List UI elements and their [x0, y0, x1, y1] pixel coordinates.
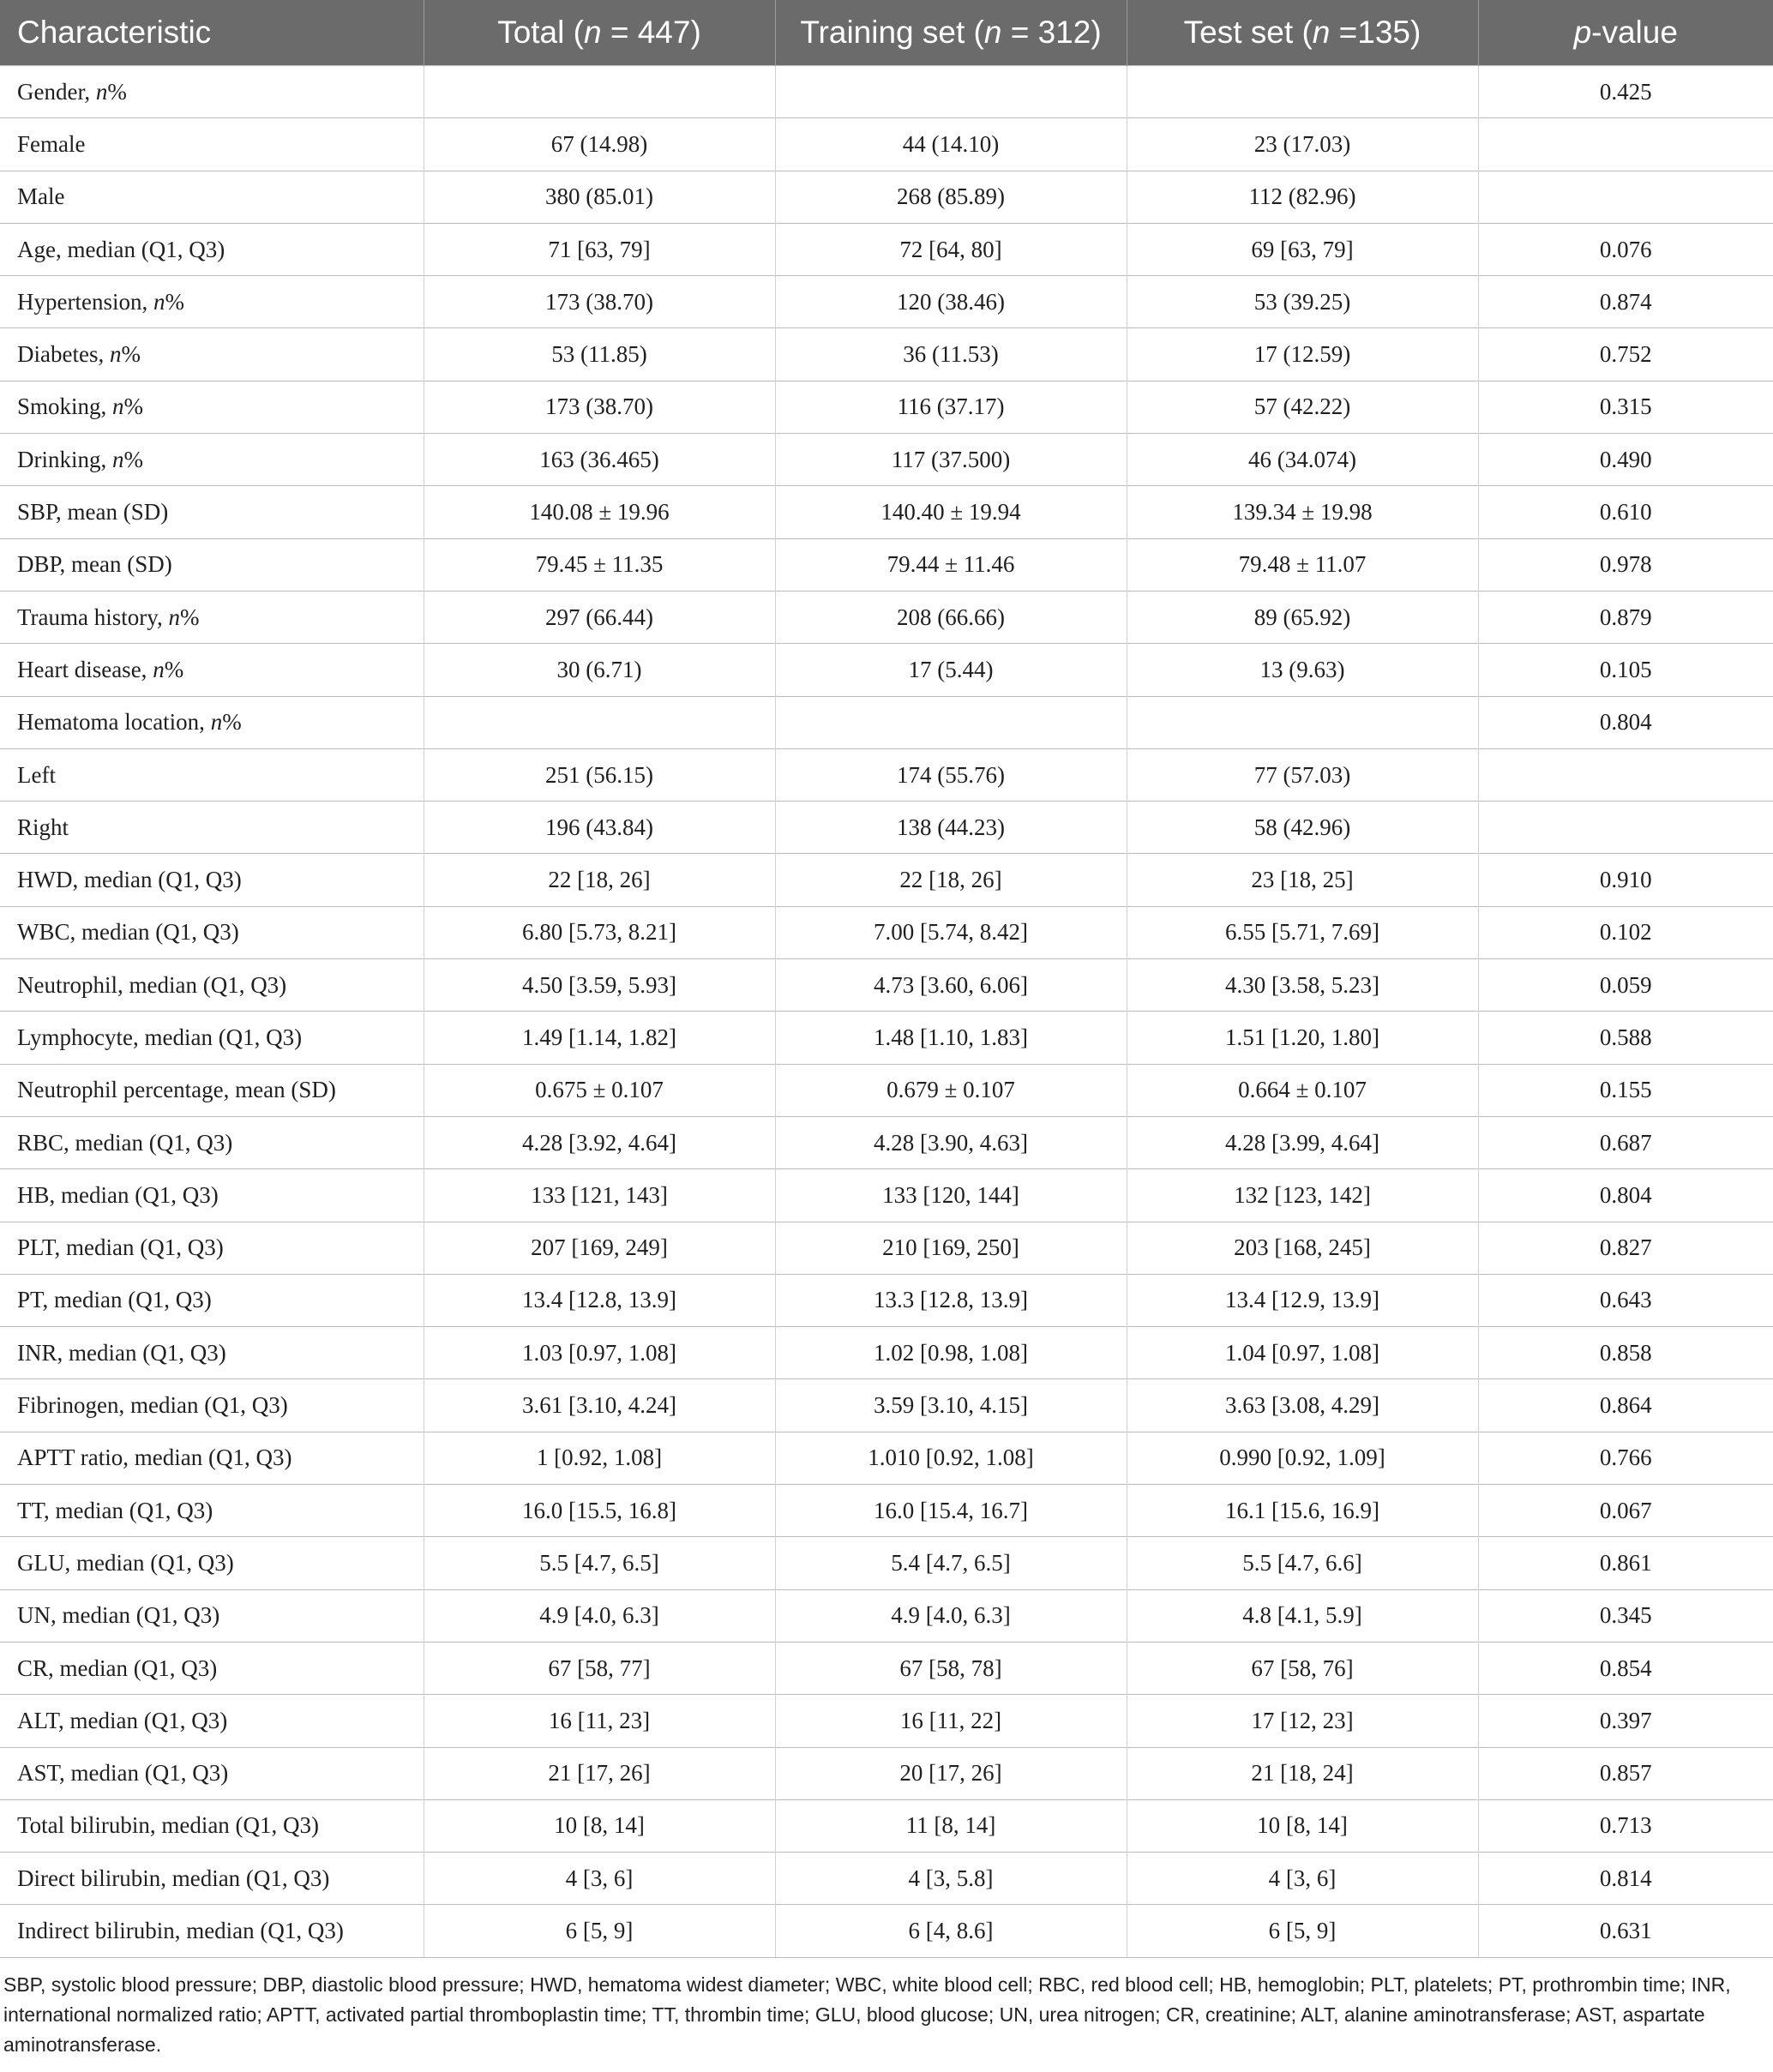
test-set-cell: 4.8 [4.1, 5.9]: [1127, 1589, 1478, 1642]
training-set-cell: 6 [4, 8.6]: [775, 1905, 1127, 1957]
test-set-cell: 21 [18, 24]: [1127, 1747, 1478, 1799]
characteristic-cell: Heart disease, n%: [0, 644, 424, 696]
test-set-cell: 67 [58, 76]: [1127, 1642, 1478, 1694]
characteristic-cell: APTT ratio, median (Q1, Q3): [0, 1432, 424, 1484]
training-set-cell: 16 [11, 22]: [775, 1695, 1127, 1747]
test-set-cell: 6.55 [5.71, 7.69]: [1127, 906, 1478, 958]
header-characteristic: Characteristic: [0, 0, 424, 66]
p-value-cell: [1478, 118, 1773, 171]
table-row: [0, 959, 1773, 1012]
test-set-cell: 0.664 ± 0.107: [1127, 1064, 1478, 1116]
training-set-cell: 208 (66.66): [775, 591, 1127, 643]
table-row: [0, 1799, 1773, 1852]
characteristic-cell: Total bilirubin, median (Q1, Q3): [0, 1799, 424, 1852]
test-set-cell: [1127, 696, 1478, 748]
table-row: [0, 1222, 1773, 1274]
test-set-cell: 17 [12, 23]: [1127, 1695, 1478, 1747]
characteristic-cell: Indirect bilirubin, median (Q1, Q3): [0, 1905, 424, 1957]
total-cell: [424, 696, 775, 748]
total-cell: 133 [121, 143]: [424, 1169, 775, 1222]
p-value-cell: 0.827: [1478, 1222, 1773, 1274]
p-value-cell: 0.687: [1478, 1116, 1773, 1168]
characteristic-cell: Neutrophil, median (Q1, Q3): [0, 959, 424, 1012]
total-cell: 140.08 ± 19.96: [424, 486, 775, 538]
training-set-cell: 117 (37.500): [775, 434, 1127, 486]
table-row: [0, 696, 1773, 748]
total-cell: 173 (38.70): [424, 381, 775, 433]
training-set-cell: 210 [169, 250]: [775, 1222, 1127, 1274]
characteristic-cell: Drinking, n%: [0, 434, 424, 486]
characteristic-cell: PT, median (Q1, Q3): [0, 1274, 424, 1326]
p-value-cell: 0.804: [1478, 1169, 1773, 1222]
table-row: [0, 802, 1773, 854]
training-set-cell: 4.9 [4.0, 6.3]: [775, 1589, 1127, 1642]
table-row: [0, 1327, 1773, 1379]
characteristic-cell: Hematoma location, n%: [0, 696, 424, 748]
table-row: [0, 1012, 1773, 1064]
characteristic-cell: RBC, median (Q1, Q3): [0, 1116, 424, 1168]
test-set-cell: 17 (12.59): [1127, 328, 1478, 381]
characteristic-cell: Trauma history, n%: [0, 591, 424, 643]
test-set-cell: 57 (42.22): [1127, 381, 1478, 433]
test-set-cell: 112 (82.96): [1127, 171, 1478, 223]
test-set-cell: 89 (65.92): [1127, 591, 1478, 643]
total-cell: 30 (6.71): [424, 644, 775, 696]
total-cell: 1.03 [0.97, 1.08]: [424, 1327, 775, 1379]
test-set-cell: 5.5 [4.7, 6.6]: [1127, 1537, 1478, 1589]
table-row: [0, 171, 1773, 223]
p-value-cell: 0.315: [1478, 381, 1773, 433]
total-cell: 10 [8, 14]: [424, 1799, 775, 1852]
characteristic-cell: Hypertension, n%: [0, 276, 424, 328]
total-cell: 1 [0.92, 1.08]: [424, 1432, 775, 1484]
test-set-cell: 16.1 [15.6, 16.9]: [1127, 1485, 1478, 1537]
p-value-cell: 0.978: [1478, 538, 1773, 591]
total-cell: 67 (14.98): [424, 118, 775, 171]
test-set-cell: 203 [168, 245]: [1127, 1222, 1478, 1274]
test-set-cell: 1.04 [0.97, 1.08]: [1127, 1327, 1478, 1379]
table-row: [0, 1905, 1773, 1957]
p-value-cell: 0.814: [1478, 1853, 1773, 1905]
total-cell: 163 (36.465): [424, 434, 775, 486]
table-row: [0, 1274, 1773, 1326]
p-value-cell: 0.857: [1478, 1747, 1773, 1799]
characteristic-cell: Direct bilirubin, median (Q1, Q3): [0, 1853, 424, 1905]
training-set-cell: 7.00 [5.74, 8.42]: [775, 906, 1127, 958]
table-row: [0, 66, 1773, 118]
training-set-cell: 36 (11.53): [775, 328, 1127, 381]
table-footnote: SBP, systolic blood pressure; DBP, diastolic blood pressure; HWD, hematoma widest diameter; WBC, white blood cell; RBC, red blood cell; HB, hemoglobin; PLT, platelets; PT, prothrombin time; INR, international normalized ratio; APTT, activated partial thromboplastin time; TT, thrombin time; GLU, blood glucose; UN, urea nitrogen; CR, creatinine; ALT, alanine aminotransferase; AST, aspartate aminotransferase.: [3, 1973, 1731, 2056]
table-row: [0, 381, 1773, 433]
training-set-cell: 0.679 ± 0.107: [775, 1064, 1127, 1116]
total-cell: 53 (11.85): [424, 328, 775, 381]
total-cell: 297 (66.44): [424, 591, 775, 643]
total-cell: 6.80 [5.73, 8.21]: [424, 906, 775, 958]
p-value-cell: 0.610: [1478, 486, 1773, 538]
training-set-cell: 4.73 [3.60, 6.06]: [775, 959, 1127, 1012]
p-value-cell: 0.631: [1478, 1905, 1773, 1957]
characteristic-cell: UN, median (Q1, Q3): [0, 1589, 424, 1642]
test-set-cell: 13.4 [12.9, 13.9]: [1127, 1274, 1478, 1326]
table-row: [0, 906, 1773, 958]
table-row: [0, 1853, 1773, 1905]
table-row: [0, 1116, 1773, 1168]
total-cell: 196 (43.84): [424, 802, 775, 854]
training-set-cell: 17 (5.44): [775, 644, 1127, 696]
training-set-cell: 138 (44.23): [775, 802, 1127, 854]
table-row: [0, 1642, 1773, 1694]
training-set-cell: [775, 66, 1127, 118]
training-set-cell: 44 (14.10): [775, 118, 1127, 171]
training-set-cell: 1.010 [0.92, 1.08]: [775, 1432, 1127, 1484]
header-test-set: Test set (n =135): [1127, 0, 1478, 66]
characteristic-cell: Smoking, n%: [0, 381, 424, 433]
p-value-cell: 0.854: [1478, 1642, 1773, 1694]
characteristic-cell: Neutrophil percentage, mean (SD): [0, 1064, 424, 1116]
test-set-cell: 0.990 [0.92, 1.09]: [1127, 1432, 1478, 1484]
characteristic-cell: DBP, mean (SD): [0, 538, 424, 591]
training-set-cell: 20 [17, 26]: [775, 1747, 1127, 1799]
characteristic-cell: Fibrinogen, median (Q1, Q3): [0, 1379, 424, 1432]
total-cell: 0.675 ± 0.107: [424, 1064, 775, 1116]
total-cell: 79.45 ± 11.35: [424, 538, 775, 591]
table-row: [0, 328, 1773, 381]
test-set-cell: 53 (39.25): [1127, 276, 1478, 328]
p-value-cell: 0.067: [1478, 1485, 1773, 1537]
total-cell: 380 (85.01): [424, 171, 775, 223]
total-cell: 4 [3, 6]: [424, 1853, 775, 1905]
total-cell: 67 [58, 77]: [424, 1642, 775, 1694]
test-set-cell: 4 [3, 6]: [1127, 1853, 1478, 1905]
header-training-set: Training set (n = 312): [775, 0, 1127, 66]
test-set-cell: 4.30 [3.58, 5.23]: [1127, 959, 1478, 1012]
test-set-cell: 58 (42.96): [1127, 802, 1478, 854]
training-set-cell: 3.59 [3.10, 4.15]: [775, 1379, 1127, 1432]
training-set-cell: 72 [64, 80]: [775, 223, 1127, 275]
characteristic-cell: TT, median (Q1, Q3): [0, 1485, 424, 1537]
table-row: [0, 223, 1773, 275]
training-set-cell: [775, 696, 1127, 748]
characteristic-cell: CR, median (Q1, Q3): [0, 1642, 424, 1694]
characteristic-cell: Right: [0, 802, 424, 854]
total-cell: 4.9 [4.0, 6.3]: [424, 1589, 775, 1642]
training-set-cell: 67 [58, 78]: [775, 1642, 1127, 1694]
p-value-cell: 0.102: [1478, 906, 1773, 958]
training-set-cell: 5.4 [4.7, 6.5]: [775, 1537, 1127, 1589]
total-cell: 251 (56.15): [424, 748, 775, 801]
characteristic-cell: Age, median (Q1, Q3): [0, 223, 424, 275]
test-set-cell: 23 (17.03): [1127, 118, 1478, 171]
training-set-cell: 79.44 ± 11.46: [775, 538, 1127, 591]
total-cell: 16 [11, 23]: [424, 1695, 775, 1747]
total-cell: 6 [5, 9]: [424, 1905, 775, 1957]
test-set-cell: 1.51 [1.20, 1.80]: [1127, 1012, 1478, 1064]
test-set-cell: 23 [18, 25]: [1127, 854, 1478, 906]
test-set-cell: 69 [63, 79]: [1127, 223, 1478, 275]
characteristic-cell: Male: [0, 171, 424, 223]
table-row: [0, 644, 1773, 696]
training-set-cell: 174 (55.76): [775, 748, 1127, 801]
test-set-cell: 10 [8, 14]: [1127, 1799, 1478, 1852]
test-set-cell: 46 (34.074): [1127, 434, 1478, 486]
p-value-cell: 0.155: [1478, 1064, 1773, 1116]
table-row: [0, 1747, 1773, 1799]
p-value-cell: 0.345: [1478, 1589, 1773, 1642]
p-value-cell: 0.879: [1478, 591, 1773, 643]
training-set-cell: 1.48 [1.10, 1.83]: [775, 1012, 1127, 1064]
p-value-cell: 0.874: [1478, 276, 1773, 328]
test-set-cell: 139.34 ± 19.98: [1127, 486, 1478, 538]
header-p-value: p-value: [1478, 0, 1773, 66]
p-value-cell: [1478, 171, 1773, 223]
table-row: [0, 486, 1773, 538]
total-cell: 13.4 [12.8, 13.9]: [424, 1274, 775, 1326]
training-set-cell: 140.40 ± 19.94: [775, 486, 1127, 538]
training-set-cell: 13.3 [12.8, 13.9]: [775, 1274, 1127, 1326]
total-cell: 173 (38.70): [424, 276, 775, 328]
test-set-cell: 132 [123, 142]: [1127, 1169, 1478, 1222]
characteristic-cell: Gender, n%: [0, 66, 424, 118]
header-total: Total (n = 447): [424, 0, 775, 66]
test-set-cell: [1127, 66, 1478, 118]
training-set-cell: 22 [18, 26]: [775, 854, 1127, 906]
p-value-cell: 0.059: [1478, 959, 1773, 1012]
test-set-cell: 79.48 ± 11.07: [1127, 538, 1478, 591]
characteristic-cell: SBP, mean (SD): [0, 486, 424, 538]
total-cell: 3.61 [3.10, 4.24]: [424, 1379, 775, 1432]
total-cell: 207 [169, 249]: [424, 1222, 775, 1274]
training-set-cell: 133 [120, 144]: [775, 1169, 1127, 1222]
p-value-cell: 0.910: [1478, 854, 1773, 906]
p-value-cell: 0.752: [1478, 328, 1773, 381]
training-set-cell: 4 [3, 5.8]: [775, 1853, 1127, 1905]
total-cell: 1.49 [1.14, 1.82]: [424, 1012, 775, 1064]
total-cell: 71 [63, 79]: [424, 223, 775, 275]
characteristic-cell: AST, median (Q1, Q3): [0, 1747, 424, 1799]
characteristic-cell: Lymphocyte, median (Q1, Q3): [0, 1012, 424, 1064]
p-value-cell: [1478, 802, 1773, 854]
table-row: [0, 538, 1773, 591]
table-row: [0, 434, 1773, 486]
table-row: [0, 1695, 1773, 1747]
p-value-cell: 0.490: [1478, 434, 1773, 486]
table-row: [0, 854, 1773, 906]
training-set-cell: 116 (37.17): [775, 381, 1127, 433]
total-cell: 21 [17, 26]: [424, 1747, 775, 1799]
training-set-cell: 16.0 [15.4, 16.7]: [775, 1485, 1127, 1537]
p-value-cell: 0.713: [1478, 1799, 1773, 1852]
table-header: [0, 0, 1773, 66]
table-row: [0, 748, 1773, 801]
p-value-cell: 0.588: [1478, 1012, 1773, 1064]
p-value-cell: 0.397: [1478, 1695, 1773, 1747]
total-cell: 22 [18, 26]: [424, 854, 775, 906]
total-cell: 16.0 [15.5, 16.8]: [424, 1485, 775, 1537]
characteristic-cell: ALT, median (Q1, Q3): [0, 1695, 424, 1747]
p-value-cell: 0.858: [1478, 1327, 1773, 1379]
p-value-cell: 0.766: [1478, 1432, 1773, 1484]
total-cell: 4.50 [3.59, 5.93]: [424, 959, 775, 1012]
table-row: [0, 1537, 1773, 1589]
table-row: [0, 591, 1773, 643]
characteristic-cell: GLU, median (Q1, Q3): [0, 1537, 424, 1589]
table-row: [0, 1379, 1773, 1432]
characteristic-cell: PLT, median (Q1, Q3): [0, 1222, 424, 1274]
training-set-cell: 1.02 [0.98, 1.08]: [775, 1327, 1127, 1379]
table-row: [0, 1432, 1773, 1484]
table-body: [0, 66, 1773, 1958]
p-value-cell: 0.076: [1478, 223, 1773, 275]
p-value-cell: 0.425: [1478, 66, 1773, 118]
p-value-cell: 0.105: [1478, 644, 1773, 696]
training-set-cell: 11 [8, 14]: [775, 1799, 1127, 1852]
training-set-cell: 120 (38.46): [775, 276, 1127, 328]
characteristic-cell: HB, median (Q1, Q3): [0, 1169, 424, 1222]
test-set-cell: 4.28 [3.99, 4.64]: [1127, 1116, 1478, 1168]
total-cell: 4.28 [3.92, 4.64]: [424, 1116, 775, 1168]
p-value-cell: 0.804: [1478, 696, 1773, 748]
characteristic-cell: Left: [0, 748, 424, 801]
table-row: [0, 1485, 1773, 1537]
p-value-cell: 0.861: [1478, 1537, 1773, 1589]
table-row: [0, 1064, 1773, 1116]
p-value-cell: 0.643: [1478, 1274, 1773, 1326]
table-row: [0, 276, 1773, 328]
characteristic-cell: WBC, median (Q1, Q3): [0, 906, 424, 958]
table-row: [0, 1169, 1773, 1222]
p-value-cell: [1478, 748, 1773, 801]
test-set-cell: 13 (9.63): [1127, 644, 1478, 696]
p-value-cell: 0.864: [1478, 1379, 1773, 1432]
total-cell: [424, 66, 775, 118]
characteristic-cell: INR, median (Q1, Q3): [0, 1327, 424, 1379]
training-set-cell: 268 (85.89): [775, 171, 1127, 223]
header-row: [0, 0, 1773, 66]
table-row: [0, 1589, 1773, 1642]
table-row: [0, 118, 1773, 171]
total-cell: 5.5 [4.7, 6.5]: [424, 1537, 775, 1589]
test-set-cell: 3.63 [3.08, 4.29]: [1127, 1379, 1478, 1432]
characteristic-cell: HWD, median (Q1, Q3): [0, 854, 424, 906]
training-set-cell: 4.28 [3.90, 4.63]: [775, 1116, 1127, 1168]
test-set-cell: 6 [5, 9]: [1127, 1905, 1478, 1957]
test-set-cell: 77 (57.03): [1127, 748, 1478, 801]
characteristic-cell: Female: [0, 118, 424, 171]
characteristic-cell: Diabetes, n%: [0, 328, 424, 381]
